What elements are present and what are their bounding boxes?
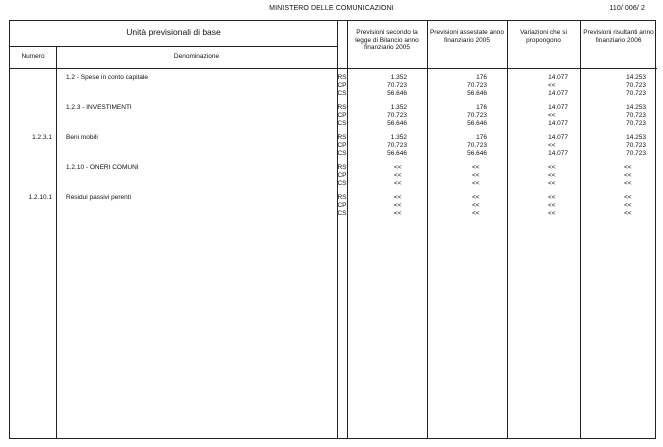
value-c1: << <box>394 164 402 171</box>
divider-line <box>10 68 657 69</box>
value-c1: 1.352 <box>390 74 407 81</box>
value-c1: 1.352 <box>390 134 407 141</box>
value-c4: 70.723 <box>626 150 646 157</box>
budget-table <box>9 20 656 439</box>
row-type-label: RS <box>337 194 347 201</box>
row-denominazione: 1.2.10 - ONERI COMUNI <box>66 164 139 171</box>
value-c4: 70.723 <box>626 112 646 119</box>
page-number: 110/ 006/ 2 <box>609 5 645 12</box>
value-c3: 14.077 <box>548 134 568 141</box>
value-c3: << <box>548 142 556 149</box>
value-c4: 70.723 <box>626 90 646 97</box>
row-denominazione: 1.2.3 - INVESTIMENTI <box>66 104 132 111</box>
value-c1: 70.723 <box>387 112 407 119</box>
row-denominazione: Residui passivi perenti <box>66 194 132 201</box>
col-legge-bilancio-header: Previsioni secondo la legge di Bilancio anno finanziario 2005 <box>355 29 419 51</box>
value-c4: 70.723 <box>626 82 646 89</box>
value-c4: << <box>624 210 632 217</box>
value-c3: << <box>548 164 556 171</box>
row-type-label: CS <box>337 90 347 97</box>
row-type-label: CP <box>337 202 347 209</box>
value-c1: << <box>394 194 402 201</box>
value-c4: << <box>624 202 632 209</box>
upb-header: Unità previsionali di base <box>126 27 221 37</box>
row-type-label: CP <box>337 172 347 179</box>
value-c1: << <box>394 180 402 187</box>
value-c4: 14.253 <box>626 134 646 141</box>
value-c1: << <box>394 202 402 209</box>
value-c3: 14.077 <box>548 74 568 81</box>
value-c1: 56.646 <box>387 150 407 157</box>
value-c1: << <box>394 210 402 217</box>
row-numero: 1.2.3.1 <box>32 134 52 141</box>
value-c4: << <box>624 194 632 201</box>
denominazione-header: Denominazione <box>173 53 220 60</box>
value-c3: 14.077 <box>548 120 568 127</box>
value-c1: 1.352 <box>390 104 407 111</box>
col-variazioni-header: Variazioni che si propongono <box>520 29 567 44</box>
divider-line <box>56 46 57 438</box>
value-c2: << <box>472 194 480 201</box>
value-c2: << <box>472 210 480 217</box>
value-c2: << <box>472 202 480 209</box>
value-c4: << <box>624 172 632 179</box>
row-type-label: CS <box>337 210 347 217</box>
value-c2: 56.646 <box>467 90 487 97</box>
value-c2: << <box>472 172 480 179</box>
row-type-label: CS <box>337 180 347 187</box>
value-c2: << <box>472 164 480 171</box>
row-type-label: RS <box>337 134 347 141</box>
row-type-label: CP <box>337 82 347 89</box>
divider-line <box>580 21 581 438</box>
row-type-label: CS <box>337 120 347 127</box>
value-c4: 70.723 <box>626 120 646 127</box>
row-type-label: CS <box>337 150 347 157</box>
row-denominazione: Beni mobili <box>66 134 98 141</box>
row-numero: 1.2.10.1 <box>28 194 52 201</box>
value-c3: << <box>548 172 556 179</box>
value-c2: 176 <box>476 134 487 141</box>
row-type-label: RS <box>337 164 347 171</box>
value-c2: 56.646 <box>467 150 487 157</box>
col-risultanti-header: Previsioni risultanti anno finanziario 2006 <box>583 29 654 44</box>
value-c3: 14.077 <box>548 90 568 97</box>
value-c3: << <box>548 194 556 201</box>
value-c4: << <box>624 180 632 187</box>
value-c1: 56.646 <box>387 120 407 127</box>
value-c1: 70.723 <box>387 82 407 89</box>
row-denominazione: 1.2 - Spese in conto capitale <box>66 74 149 81</box>
value-c1: << <box>394 172 402 179</box>
value-c2: 70.723 <box>467 112 487 119</box>
value-c3: << <box>548 112 556 119</box>
row-type-label: CP <box>337 142 347 149</box>
value-c2: 70.723 <box>467 142 487 149</box>
row-type-label: RS <box>337 104 347 111</box>
divider-line <box>507 21 508 438</box>
value-c3: << <box>548 82 556 89</box>
divider-line <box>10 46 337 47</box>
value-c3: << <box>548 202 556 209</box>
value-c3: << <box>548 180 556 187</box>
value-c2: 56.646 <box>467 120 487 127</box>
value-c1: 56.646 <box>387 90 407 97</box>
value-c4: 14.253 <box>626 104 646 111</box>
value-c2: << <box>472 180 480 187</box>
value-c2: 70.723 <box>467 82 487 89</box>
value-c2: 176 <box>476 104 487 111</box>
value-c2: 176 <box>476 74 487 81</box>
document-title: MINISTERO DELLE COMUNICAZIONI <box>269 5 394 12</box>
row-type-label: CP <box>337 112 347 119</box>
value-c4: << <box>624 164 632 171</box>
row-type-label: RS <box>337 74 347 81</box>
value-c4: 14.253 <box>626 74 646 81</box>
value-c3: << <box>548 210 556 217</box>
col-assestate-header: Previsioni assestate anno finanziario 2005 <box>429 29 505 44</box>
value-c3: 14.077 <box>548 150 568 157</box>
numero-header: Numero <box>21 53 45 60</box>
value-c4: 70.723 <box>626 142 646 149</box>
value-c3: 14.077 <box>548 104 568 111</box>
value-c1: 70.723 <box>387 142 407 149</box>
